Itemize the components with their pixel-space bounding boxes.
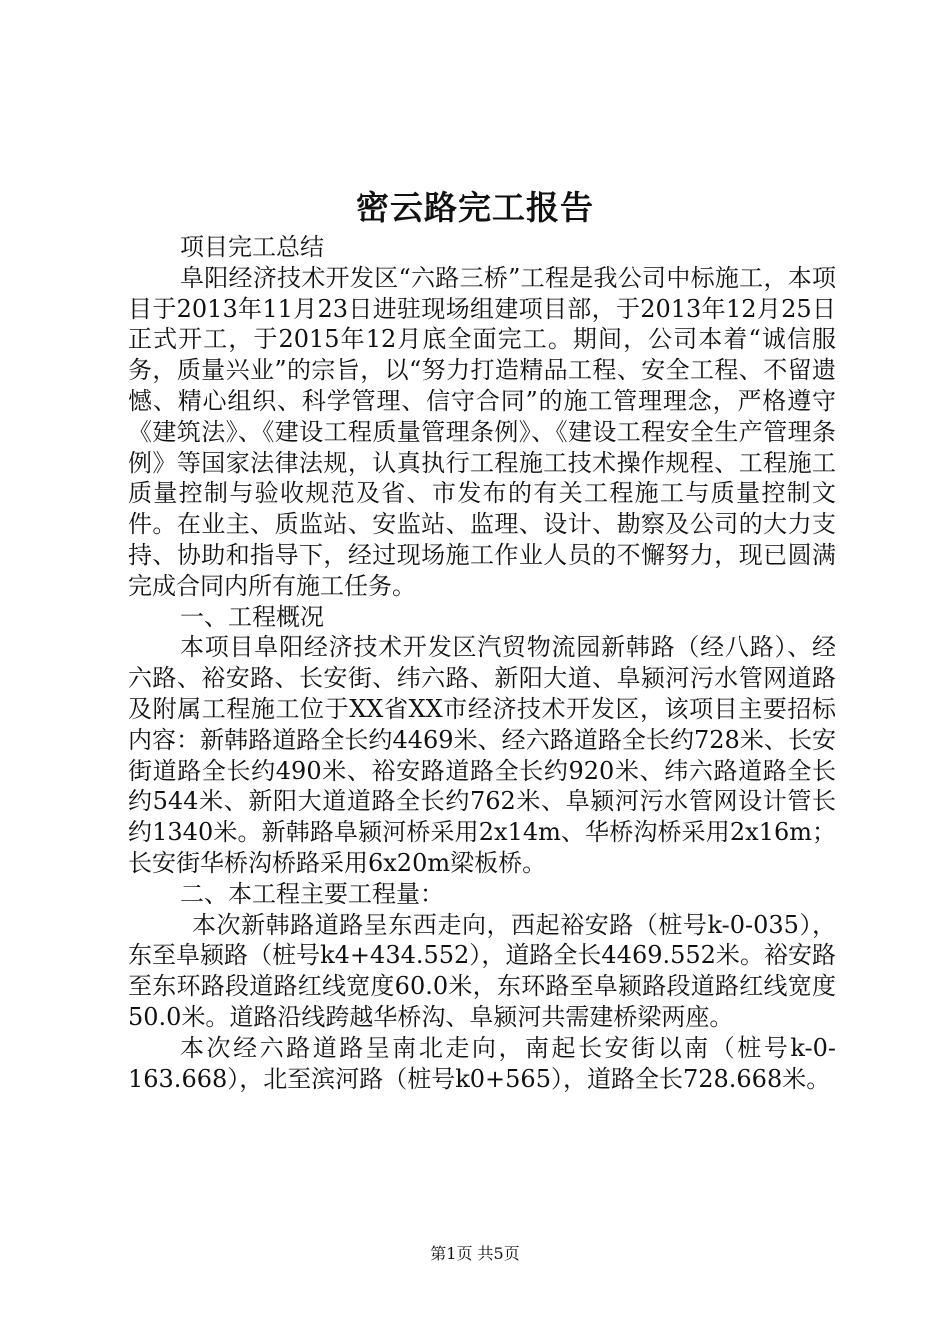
document-body — [128, 232, 836, 1094]
document-title: 密云路完工报告 — [356, 188, 594, 227]
paragraph-intro: 阜阳经济技术开发区“六路三桥”工程是我公司中标施工，本项目于2013年11月23日进驻现场组建项目部，于2013年12月25日正式开工，于2015年12月底全面完工。期间，公司本着“诚信服务，质量兴业”的宗旨，以“努力打造精品工程、安全工程、不留遗憾、精心组织、科学管理、信守合同”的施工管理理念，严格遵守《建筑法》、《建设工程质量管理条例》、《建设工程安全生产管理条例》等国家法律法规，认真执行工程施工技术操作规程、工程施工质量控制与验收规范及省、市发布的有关工程施工与质量控制文件。在业主、质监站、安监站、监理、设计、勘察及公司的大力支持、协助和指导下，经过现场施工作业人员的不懈努力，现已圆满完成合同内所有施工任务。 — [128, 263, 836, 600]
paragraph-jingliu-road: 本次经六路道路呈南北走向，南起长安街以南（桩号k-0-163.668），北至滨河路（桩号k0+565），道路全长728.668米。 — [128, 1033, 836, 1093]
paragraph-overview: 本项目阜阳经济技术开发区汽贸物流园新韩路（经八路）、经六路、裕安路、长安街、纬六路、新阳大道、阜颍河污水管网道路及附属工程施工位于XX省XX市经济技术开发区，该项目主要招标内容：新韩路道路全长约4469米、经六路道路全长约728米、长安街道路全长约490米、裕安路道路全长约920米、纬六路道路全长约544米、新阳大道道路全长约762米、阜颍河污水管网设计管长约1340米。新韩路阜颍河桥采用2x14m、华桥沟桥采用2x16m；长安街华桥沟桥路采用6x20m梁板桥。 — [128, 633, 836, 877]
page-footer: 第1页 共5页 — [430, 1244, 520, 1263]
section-heading-overview: 一、工程概况 — [180, 602, 324, 631]
section-heading-quantities: 二、本工程主要工程量： — [180, 879, 444, 908]
section-heading-summary: 项目完工总结 — [180, 233, 324, 261]
paragraph-xinhan-road: 本次新韩路道路呈东西走向，西起裕安路（桩号k-0-035），东至阜颍路（桩号k4+434.552），道路全长4469.552米。裕安路至东环路段道路红线宽度60.0米，东环路至阜颍路段道路红线宽度50.0米。道路沿线跨越华桥沟、阜颍河共需建桥梁两座。 — [128, 910, 836, 1031]
